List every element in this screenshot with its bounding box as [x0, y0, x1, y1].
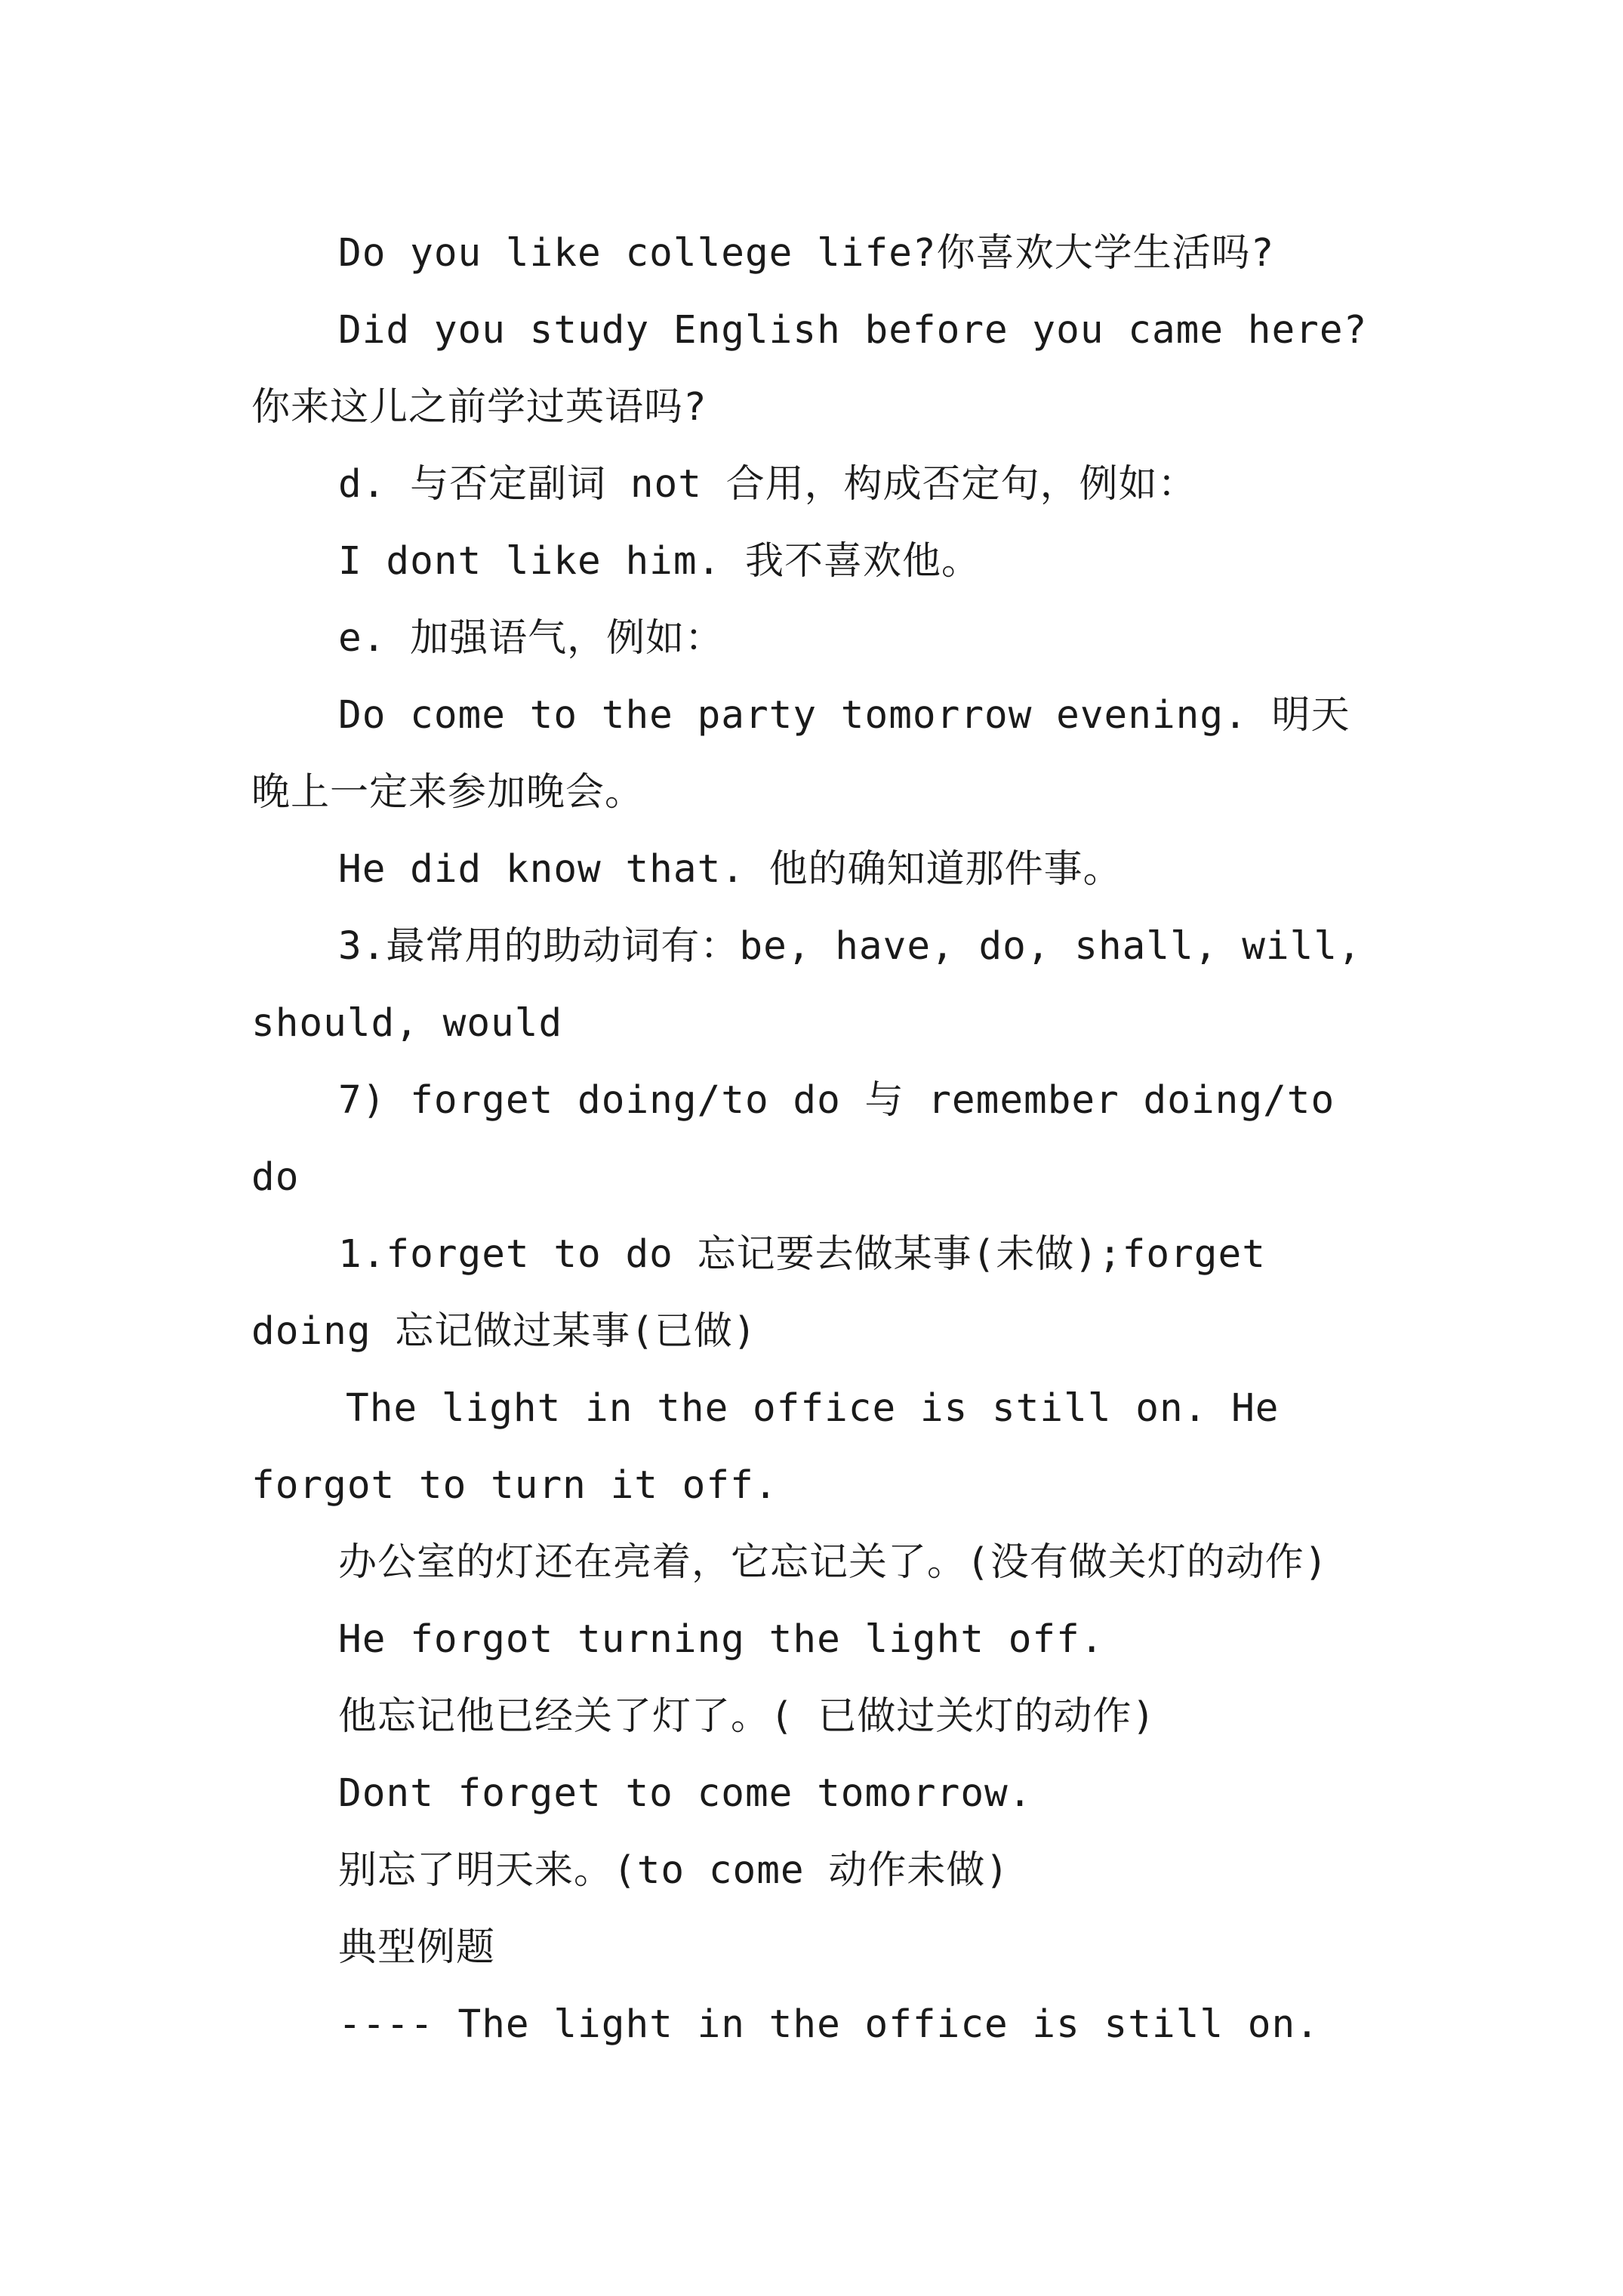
paragraph: 别忘了明天来。(to come 动作未做): [338, 1848, 1010, 1893]
paragraph: The light in the office is still on. He forgot to turn it off.: [251, 1386, 1304, 1508]
paragraph: d. 与否定副词 not 合用，构成否定句，例如：: [338, 462, 1197, 507]
paragraph: ---- The light in the office is still on.: [338, 2002, 1320, 2047]
paragraph: 他忘记他已经关了灯了。( 已做过关灯的动作): [338, 1694, 1156, 1739]
paragraph: 典型例题: [338, 1925, 496, 1970]
paragraph: Did you study English before you came here?你来这儿之前学过英语吗?: [251, 308, 1368, 430]
document-body: [251, 215, 1384, 2063]
paragraph: He did know that. 他的确知道那件事。: [338, 847, 1123, 892]
paragraph: 3.最常用的助动词有：be, have, do, shall, will, should, would: [251, 924, 1386, 1046]
paragraph: 办公室的灯还在亮着，它忘记关了。(没有做关灯的动作): [338, 1540, 1329, 1585]
paragraph: He forgot turning the light off.: [338, 1617, 1104, 1662]
paragraph: Do come to the party tomorrow evening. 明天晚上一定来参加晚会。: [251, 693, 1350, 815]
paragraph: 7) forget doing/to do 与 remember doing/to do: [251, 1078, 1359, 1200]
paragraph: e. 加强语气，例如：: [338, 616, 725, 661]
paragraph: 1.forget to do 忘记要去做某事(未做);forget doing 忘记做过某事(已做): [251, 1232, 1290, 1354]
paragraph: Do you like college life?你喜欢大学生活吗?: [338, 231, 1275, 276]
paragraph: Dont forget to come tomorrow.: [338, 1771, 1033, 1816]
paragraph: I dont like him. 我不喜欢他。: [338, 539, 981, 584]
